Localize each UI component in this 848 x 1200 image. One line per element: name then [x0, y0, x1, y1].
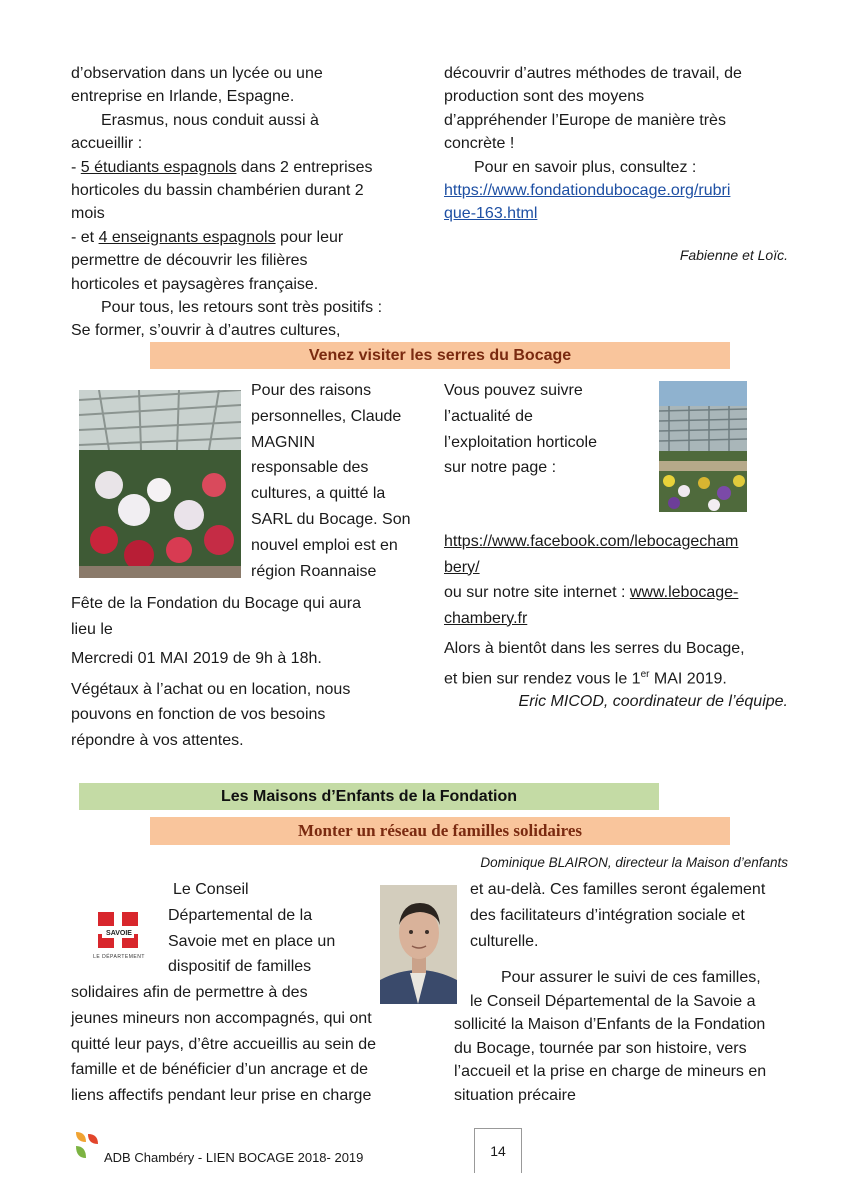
savoie-logo-name: SAVOIE [106, 930, 132, 937]
text-line: liens affectifs pendant leur prise en charge [71, 1087, 372, 1105]
facebook-link-continued[interactable]: bery/ [444, 558, 480, 576]
text-line: Vous pouvez suivre [444, 382, 583, 399]
text-line: entreprise en Irlande, Espagne. [71, 88, 295, 106]
text-line: nouvel emploi est en [251, 536, 398, 554]
text-line: et au-delà. Ces familles seront également [470, 881, 766, 898]
text-line: MAGNIN [251, 433, 315, 451]
reseau-text-left-bottom [71, 980, 411, 1109]
director-portrait-photo [380, 885, 457, 1004]
text-line: horticoles du bassin chambérien durant 2 [71, 182, 364, 200]
text-fragment: dans 2 entreprises [236, 158, 373, 176]
text-line: Alors à bientôt dans les serres du Bocage, [444, 640, 745, 657]
text-line: horticoles et paysagères française. [71, 275, 319, 293]
text-line: famille et de bénéficier d’un ancrage et de [71, 1061, 369, 1079]
text-line: pouvons en fonction de vos besoins [71, 706, 326, 723]
section-banner-maisons: Les Maisons d’Enfants de la Fondation [79, 783, 659, 810]
fete-date: Mercredi 01 MAI 2019 de 9h à 18h. [71, 650, 322, 667]
text-line: production sont des moyens [444, 88, 645, 106]
footer-logo [72, 1130, 102, 1164]
text-line: Pour tous, les retours sont très positifs : [101, 299, 383, 317]
text-line: région Roannaise [251, 562, 377, 580]
text-line: culturelle. [470, 932, 539, 950]
serres-text-beside-photo [251, 378, 431, 584]
text-line: responsable des [251, 459, 369, 477]
text-line: l’exploitation horticole [444, 433, 597, 451]
text-line: l’actualité de [444, 407, 533, 425]
text-line: dispositif de familles [168, 958, 312, 976]
text-line: Se former, s’ouvrir à d’autres cultures, [71, 322, 341, 340]
text-line: jeunes mineurs non accompagnés, qui ont [71, 1009, 372, 1027]
fondation-link[interactable]: https://www.fondationdubocage.org/rubri [444, 182, 731, 200]
erasmus-text-right [444, 62, 789, 226]
text-line: du Bocage, tournée par son histoire, vers [454, 1039, 747, 1057]
greenhouse-exterior-photo [659, 381, 747, 512]
text-line: Pour des raisons [251, 382, 372, 399]
section-banner-reseau: Monter un réseau de familles solidaires [150, 817, 730, 845]
website-link[interactable]: www.lebocage- [629, 584, 739, 601]
text-line: mois [71, 205, 105, 223]
text-line: répondre à vos attentes. [71, 731, 244, 749]
text-line [444, 662, 804, 692]
text-line: lieu le [71, 620, 113, 638]
fondation-link-continued[interactable]: que-163.html [444, 205, 538, 223]
greenhouse-flowers-photo [79, 390, 241, 578]
text-line: Végétaux à l’achat ou en location, nous [71, 680, 351, 698]
text-fragment: et bien sur rendez vous le 1 [444, 669, 641, 687]
text-line: concrète ! [444, 135, 515, 153]
text-line: permettre de découvrir les filières [71, 252, 308, 270]
text-line: solidaires afin de permettre à des [71, 984, 308, 1001]
director-portrait-image [380, 885, 457, 1004]
website-link-continued[interactable]: chambery.fr [444, 609, 528, 627]
greenhouse-exterior-image [659, 381, 747, 512]
text-line: SARL du Bocage. Son [251, 510, 411, 528]
text-fragment: pour leur [275, 228, 344, 246]
text-line: sur notre page : [444, 459, 557, 477]
text-line: découvrir d’autres méthodes de travail, de [444, 65, 742, 82]
text-fragment: - [71, 158, 81, 176]
underlined-text: 4 enseignants espagnols [98, 228, 276, 246]
text-line: Pour en savoir plus, consultez : [474, 158, 697, 176]
text-line: d’observation dans un lycée ou une [71, 65, 323, 82]
facebook-link[interactable]: https://www.facebook.com/lebocagecham [444, 533, 739, 550]
section-banner-serres: Venez visiter les serres du Bocage [150, 342, 730, 369]
superscript: er [640, 668, 650, 680]
text-line [444, 580, 804, 606]
erasmus-text-left [71, 62, 411, 343]
text-line [71, 226, 411, 249]
text-line: situation précaire [454, 1086, 576, 1104]
text-fragment: ou sur notre site internet : [444, 584, 630, 601]
text-line: Pour assurer le suivi de ces familles, [501, 969, 761, 986]
footer-text: ADB Chambéry - LIEN BOCAGE 2018- 2019 [104, 1150, 364, 1165]
page-number-box [474, 1128, 522, 1173]
text-line: sollicité la Maison d’Enfants de la Fondation [454, 1016, 766, 1033]
signature-eric-micod: Eric MICOD, coordinateur de l’équipe. [518, 693, 788, 710]
text-line: des facilitateurs d’intégration sociale et [470, 906, 745, 924]
serres-follow-text [444, 378, 644, 481]
bocage-leaf-icon [72, 1130, 102, 1164]
greenhouse-flowers-image [79, 390, 241, 578]
text-line [71, 156, 411, 179]
text-line: accueillir : [71, 135, 143, 153]
savoie-logo-sub: LE DÉPARTEMENT [93, 954, 145, 960]
text-line: Fête de la Fondation du Bocage qui aura [71, 595, 361, 612]
text-line: le Conseil Départemental de la Savoie a [470, 992, 756, 1010]
reseau-text-right-bottom [454, 966, 799, 1107]
fete-fondation-text [71, 591, 421, 753]
signature-fabienne-loic: Fabienne et Loïc. [679, 247, 788, 263]
text-line: d’appréhender l’Europe de manière très [444, 111, 726, 129]
text-line: personnelles, Claude [251, 407, 402, 425]
text-line: cultures, a quitté la [251, 485, 386, 503]
page-number: 14 [490, 1143, 506, 1159]
text-fragment: - et [71, 228, 99, 246]
text-line: quitté leur pays, d’être accueillis au sein de [71, 1035, 377, 1053]
text-line: Le Conseil [173, 881, 249, 898]
reseau-text-right-top [470, 877, 800, 954]
reseau-text-left-top [168, 877, 368, 980]
savoie-logo [88, 910, 150, 964]
underlined-text: 5 étudiants espagnols [80, 158, 237, 176]
text-line: Départemental de la [168, 906, 313, 924]
text-fragment: MAI 2019. [649, 669, 727, 687]
text-line: l’accueil et la prise en charge de mineurs en [454, 1063, 767, 1080]
serres-links-text [444, 529, 804, 691]
text-line: Savoie met en place un [168, 932, 336, 950]
byline: Dominique BLAIRON, directeur la Maison d’enfants [480, 855, 788, 870]
text-line: Erasmus, nous conduit aussi à [101, 111, 319, 129]
